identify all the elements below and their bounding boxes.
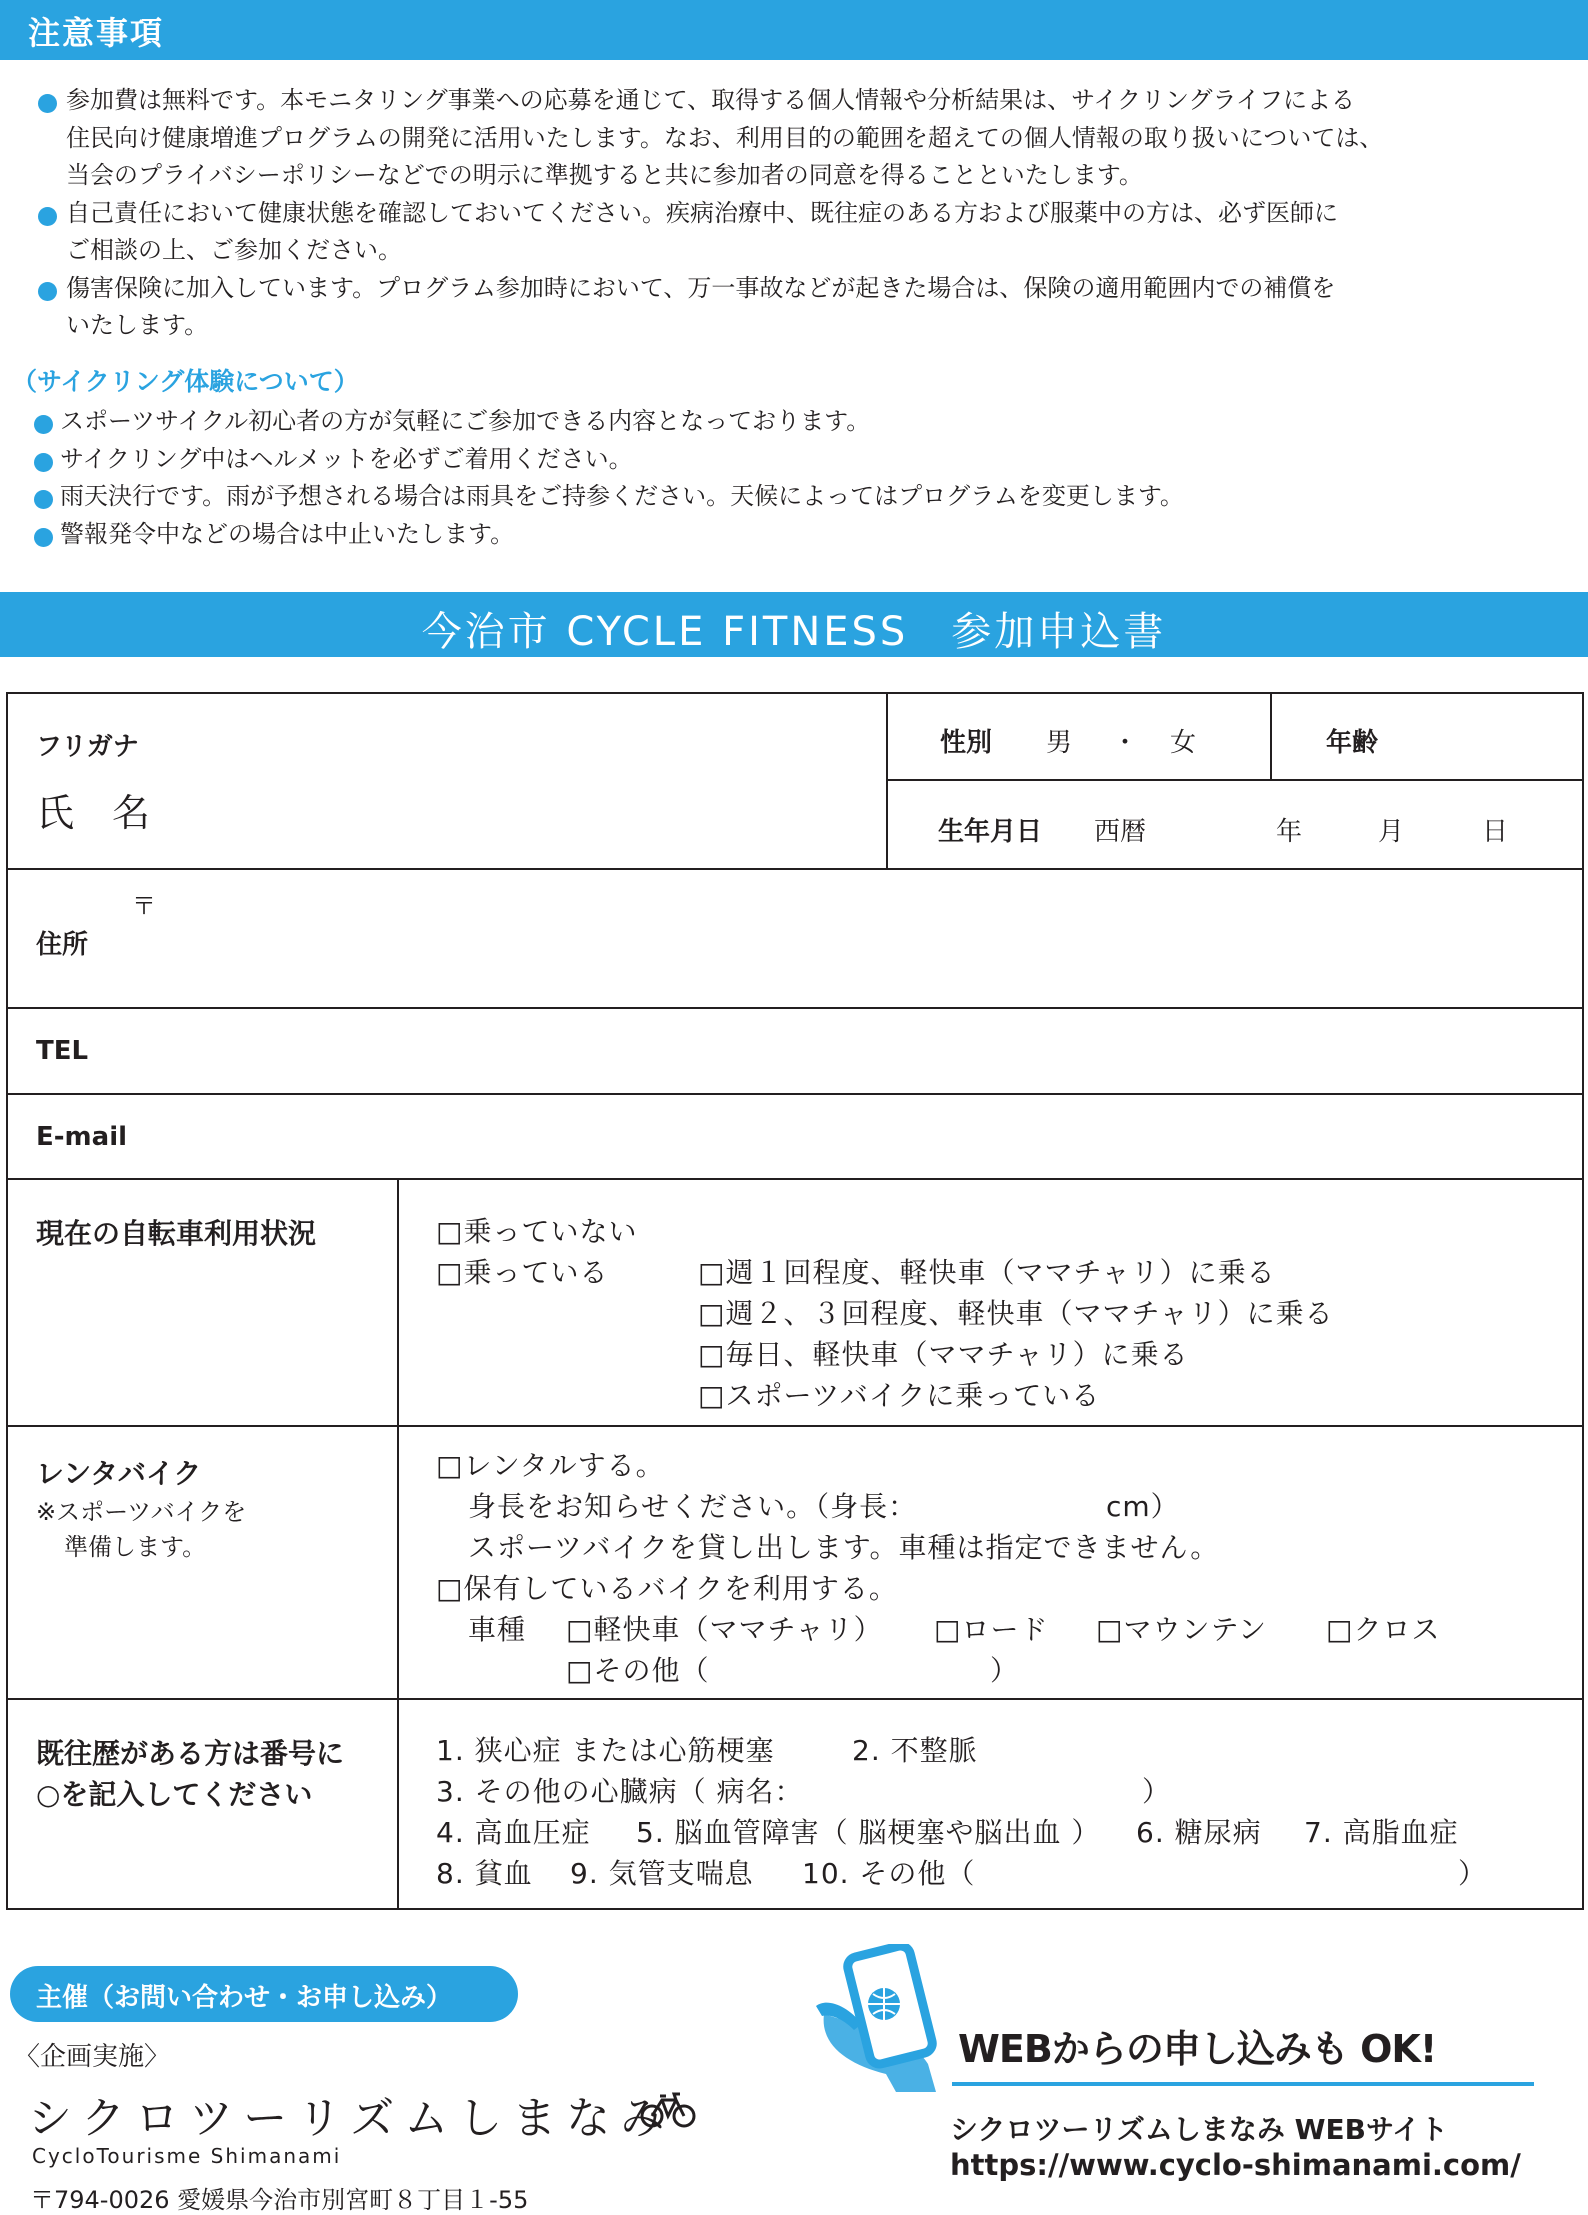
host-label: 主催（お問い合わせ・お申し込み） <box>36 1983 453 2013</box>
gender-label: 性別 <box>940 728 993 758</box>
smartphone-icon <box>816 1944 956 2094</box>
rent-checkbox[interactable]: □レンタルする。 <box>436 1449 665 1482</box>
form-title-bar <box>0 592 1588 657</box>
history-item[interactable]: 1. 狭心症 または心筋梗塞 <box>436 1734 775 1767</box>
history-item[interactable]: 3. その他の心臓病（ 病名： <box>436 1775 804 1808</box>
bullet-icon <box>34 528 53 547</box>
history-label: ○を記入してください <box>36 1778 313 1811</box>
freq-sports-bike-checkbox[interactable]: □スポーツバイクに乗っている <box>698 1379 1101 1412</box>
type-cross-checkbox[interactable]: □クロス <box>1326 1613 1441 1646</box>
cycling-item: スポーツサイクル初心者の方が気軽にご参加できる内容となっております。 <box>34 403 1534 441</box>
own-bike-checkbox[interactable]: □保有しているバイクを利用する。 <box>436 1572 898 1605</box>
bullet-icon <box>34 415 53 434</box>
notice-text: 自己責任において健康状態を確認しておいてください。疾病治療中、既往症のある方および服薬中の方は、必ず医師に <box>66 198 1338 227</box>
history-item[interactable]: 7. 高脂血症 <box>1304 1816 1459 1849</box>
bullet-icon <box>38 282 57 301</box>
bullet-icon <box>38 94 57 113</box>
bullet-icon <box>34 453 53 472</box>
day-label: 日 <box>1482 817 1509 847</box>
notice-text: 当会のプライバシーポリシーなどでの明示に準拠すると共に参加者の同意を得ることといたします。 <box>66 161 1143 189</box>
rule <box>1270 692 1272 780</box>
host-badge <box>10 1966 518 2022</box>
cycling-item: 警報発令中などの場合は中止いたします。 <box>34 516 1534 554</box>
freq-twice-weekly-checkbox[interactable]: □週２、３回程度、軽快車（ママチャリ）に乗る <box>698 1297 1334 1330</box>
bullet-icon <box>38 207 57 226</box>
rule <box>6 1698 1584 1700</box>
org-logo-en: CycloTourisme Shimanami <box>32 2144 342 2168</box>
type-other-checkbox[interactable]: □その他（ <box>566 1654 710 1687</box>
lend-note: スポーツバイクを貸し出します。車種は指定できません。 <box>468 1531 1220 1564</box>
history-item[interactable]: 6. 糖尿病 <box>1136 1816 1262 1849</box>
bullet-icon <box>34 490 53 509</box>
history-label: 既往歴がある方は番号に <box>36 1737 345 1770</box>
website-title: シクロツーリズムしまなみ WEBサイト <box>950 2113 1449 2146</box>
rule <box>6 692 8 1910</box>
notice-text: 参加費は無料です。本モニタリング事業への応募を通じて、取得する個人情報や分析結果は、サイクリングライフによる <box>66 86 1356 114</box>
height-unit: cm） <box>1106 1490 1180 1523</box>
history-item[interactable]: 10. その他（ <box>802 1857 976 1890</box>
web-apply-cta: WEBからの申し込みも OK! <box>958 2027 1437 2071</box>
furigana-label: フリガナ <box>36 732 139 762</box>
website-url[interactable]: https://www.cyclo-shimanami.com/ <box>950 2148 1521 2182</box>
era-label: 西暦 <box>1094 817 1147 847</box>
notice-text: ご相談の上、ご参加ください。 <box>66 236 402 264</box>
rule <box>6 692 1584 694</box>
notice-header <box>0 0 1588 60</box>
year-label: 年 <box>1276 817 1303 847</box>
type-other-close: ） <box>990 1654 1020 1687</box>
rule <box>6 1007 1584 1009</box>
bike-usage-no-checkbox[interactable]: □乗っていない <box>436 1215 638 1248</box>
form-title: 今治市 CYCLE FITNESS 参加申込書 <box>421 609 1167 655</box>
freq-weekly-checkbox[interactable]: □週１回程度、軽快車（ママチャリ）に乗る <box>698 1256 1276 1289</box>
org-address: 〒794-0026 愛媛県今治市別宮町８丁目１-55 <box>30 2186 529 2214</box>
rental-note: 準備します。 <box>64 1533 207 1561</box>
age-label: 年齢 <box>1326 728 1379 758</box>
postal-mark: 〒 <box>132 892 156 920</box>
cycling-heading: （サイクリング体験について） <box>12 367 359 396</box>
rule <box>1582 692 1584 1910</box>
rule <box>886 692 888 870</box>
bike-type-label: 車種 <box>468 1613 527 1646</box>
height-prompt: 身長をお知らせください。（身長： <box>468 1490 918 1523</box>
tel-label: TEL <box>36 1036 89 1066</box>
notice-title: 注意事項 <box>28 14 165 52</box>
history-item[interactable]: 8. 貧血 <box>436 1857 533 1890</box>
notice-list <box>38 82 1548 345</box>
rule <box>6 1178 1584 1180</box>
notice-item <box>38 82 1548 195</box>
rental-note: ※スポーツバイクを <box>36 1498 247 1526</box>
rule <box>6 868 1584 870</box>
rule <box>6 1908 1584 1910</box>
cycling-item: 雨天決行です。雨が予想される場合は雨具をご持参ください。天候によってはプログラムを変更します。 <box>34 478 1534 516</box>
notice-item <box>38 195 1548 270</box>
type-road-checkbox[interactable]: □ロード <box>934 1613 1049 1646</box>
cycling-item: サイクリング中はヘルメットを必ずご着用ください。 <box>34 441 1534 479</box>
notice-text: 傷害保険に加入しています。プログラム参加時において、万一事故などが起きた場合は、保険の適用範囲内での補償を <box>66 273 1336 302</box>
history-item[interactable]: 9. 気管支喘息 <box>570 1857 754 1890</box>
history-item[interactable]: 5. 脳血管障害（ 脳梗塞や脳出血 ） <box>636 1816 1101 1849</box>
bike-usage-label: 現在の自転車利用状況 <box>36 1217 317 1250</box>
history-close: ） <box>1458 1857 1488 1890</box>
rule <box>397 1178 399 1910</box>
month-label: 月 <box>1378 817 1405 847</box>
birthdate-label: 生年月日 <box>938 817 1043 847</box>
rule <box>6 1425 1584 1427</box>
gender-female[interactable]: 女 <box>1170 728 1197 758</box>
history-item[interactable]: 4. 高血圧症 <box>436 1816 591 1849</box>
cycling-list <box>34 403 1534 553</box>
name-label: 氏 名 <box>36 791 151 835</box>
history-close: ） <box>1142 1775 1172 1808</box>
bicycle-icon <box>640 2088 696 2128</box>
notice-item <box>38 270 1548 345</box>
bike-usage-yes-checkbox[interactable]: □乗っている <box>436 1256 609 1289</box>
planner-label: 〈企画実施〉 <box>14 2042 171 2072</box>
type-mountain-checkbox[interactable]: □マウンテン <box>1096 1613 1268 1646</box>
history-item[interactable]: 2. 不整脈 <box>852 1734 978 1767</box>
rule <box>6 1093 1584 1095</box>
notice-text: 住民向け健康増進プログラムの開発に活用いたします。なお、利用目的の範囲を超えての個人情報の取り扱いについては、 <box>66 123 1384 152</box>
gender-separator: ・ <box>1112 728 1139 758</box>
gender-male[interactable]: 男 <box>1046 728 1073 758</box>
org-logo-jp: シクロツーリズムしまなみ <box>28 2093 675 2144</box>
web-underline <box>952 2082 1534 2086</box>
email-label: E-mail <box>36 1122 128 1152</box>
rental-label: レンタバイク <box>36 1457 202 1490</box>
notice-text: いたします。 <box>66 311 209 339</box>
type-city-checkbox[interactable]: □軽快車（ママチャリ） <box>566 1613 883 1646</box>
rule <box>886 779 1584 781</box>
freq-daily-checkbox[interactable]: □毎日、軽快車（ママチャリ）に乗る <box>698 1338 1189 1371</box>
address-label: 住所 <box>36 930 89 960</box>
